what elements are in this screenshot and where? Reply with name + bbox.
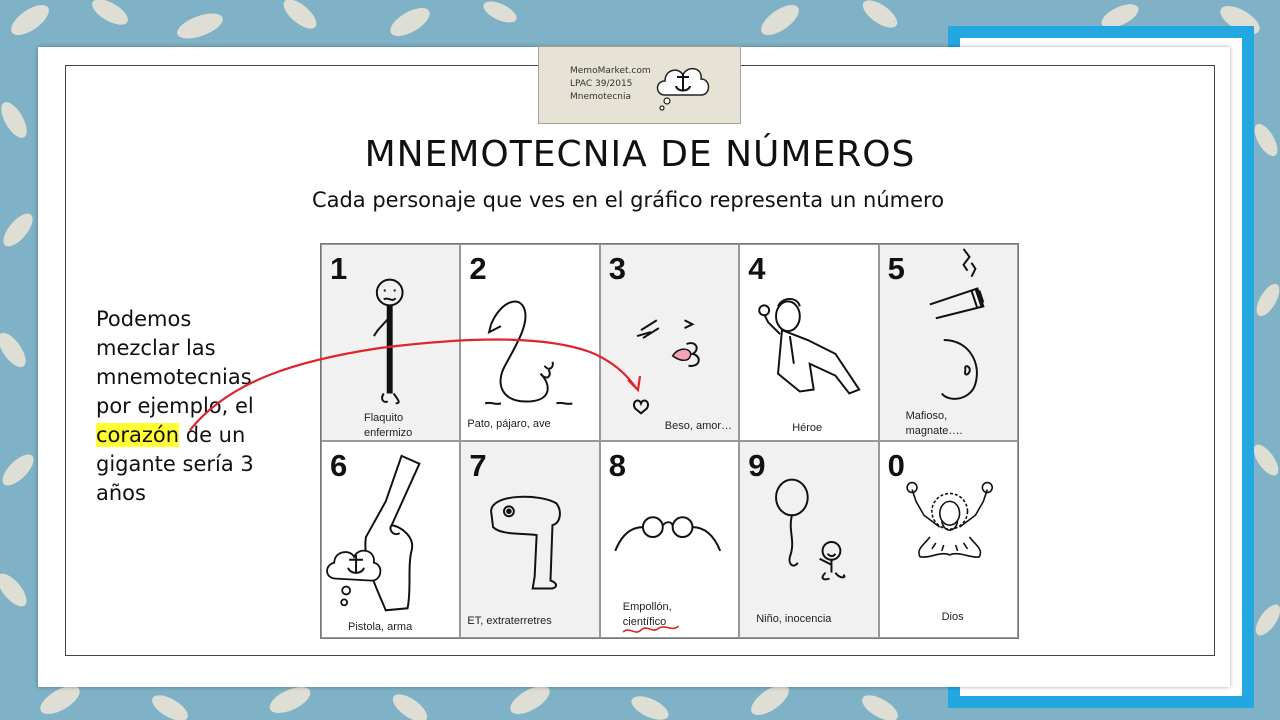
cell-caption: [623, 600, 672, 630]
side-note-line: mnemotecnias: [96, 365, 252, 389]
cell-number: 6: [330, 448, 348, 483]
anchor-cloud-icon: [653, 57, 713, 115]
cell-caption: [756, 612, 831, 627]
side-note-line-highlight: [96, 421, 286, 450]
cell-number: 8: [608, 448, 627, 483]
side-note-line: Podemos: [96, 307, 192, 331]
number-mnemonic-grid: [320, 243, 1019, 639]
cell-number: 9: [748, 448, 766, 483]
side-note-line: por ejemplo, el: [96, 394, 254, 418]
side-note-line: mezclar las: [96, 336, 216, 360]
logo-line-law: LPAC 39/2015: [570, 79, 633, 89]
cell-5: [879, 244, 1018, 441]
caption-line: Pistola, arma: [348, 621, 413, 633]
cell-0: [879, 441, 1018, 638]
cell-1: [321, 244, 460, 441]
cell-caption: [792, 421, 822, 436]
cell-number: 7: [469, 448, 487, 483]
cell-number: 1: [330, 251, 348, 286]
caption-line: enfermizo: [364, 427, 413, 439]
cell-number: 5: [887, 251, 905, 286]
side-note-fragment: de un: [179, 423, 246, 447]
caption-line: Flaquito: [364, 412, 404, 424]
cell-caption: [665, 419, 732, 434]
cell-caption: [348, 620, 412, 635]
cell-7: [460, 441, 599, 638]
cell-caption: [467, 417, 550, 432]
cell-caption: [364, 411, 412, 441]
cell-number: 3: [608, 251, 627, 286]
cell-9: [739, 441, 878, 638]
caption-line: Mafioso,: [905, 410, 948, 422]
cell-caption: [467, 614, 551, 629]
caption-line-struck: científico: [622, 616, 667, 628]
page-title: MNEMOTECNIA DE NÚMEROS: [364, 134, 916, 175]
cell-4: [739, 244, 878, 441]
logo-line-site: MemoMarket.com: [570, 66, 651, 76]
cell-number: 2: [469, 251, 487, 286]
logo-text: [570, 65, 651, 104]
caption-line: Niño, inocencia: [756, 613, 832, 625]
cell-caption: [906, 409, 963, 439]
cell-number: 0: [887, 448, 905, 483]
highlighted-word: corazón: [96, 423, 180, 447]
cell-6: [321, 441, 460, 638]
page-subtitle: Cada personaje que ves en el gráfico representa un número: [311, 188, 945, 212]
caption-line: Dios: [941, 611, 964, 623]
memomarket-logo-card: [538, 46, 741, 124]
caption-line: Empollón,: [622, 601, 672, 613]
logo-line-topic: Mnemotecnia: [570, 92, 632, 102]
side-note-line: años: [96, 481, 146, 505]
caption-line: magnate….: [905, 425, 963, 437]
cell-2: [460, 244, 599, 441]
cell-number: 4: [748, 251, 766, 286]
caption-line: ET, extraterretres: [467, 615, 552, 627]
caption-line: Pato, pájaro, ave: [467, 418, 551, 430]
caption-line: Héroe: [792, 422, 823, 434]
cell-3: [600, 244, 739, 441]
side-note-line: gigante sería 3: [96, 452, 254, 476]
cell-8: [600, 441, 739, 638]
cell-caption: [942, 610, 964, 625]
caption-line: Beso, amor…: [664, 420, 733, 432]
side-note: [96, 305, 286, 508]
